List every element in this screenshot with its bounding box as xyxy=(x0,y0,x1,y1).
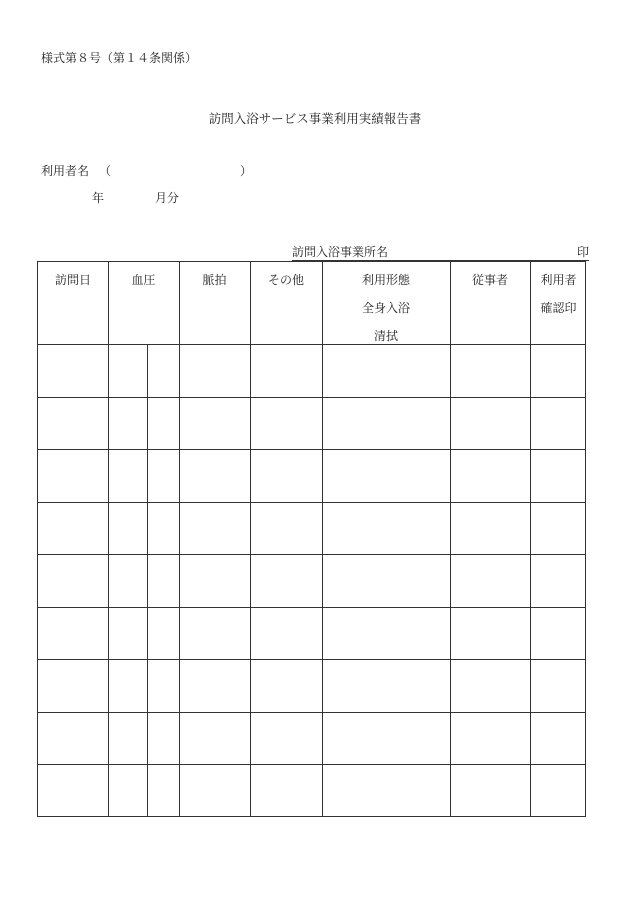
header-other: その他 xyxy=(267,273,304,287)
row-divider xyxy=(38,659,585,660)
row-divider xyxy=(38,502,585,503)
column-divider xyxy=(322,262,323,816)
header-usage-type: 利用形態 xyxy=(361,273,410,287)
row-divider xyxy=(38,554,585,555)
column-divider xyxy=(530,262,531,816)
row-divider xyxy=(38,449,585,450)
office-name-line xyxy=(292,245,589,261)
office-seal-label: 印 xyxy=(576,245,589,259)
header-user-confirm-line2: 確認印 xyxy=(540,301,577,315)
user-name-label: 利用者名 xyxy=(41,164,90,178)
header-visit-date: 訪問日 xyxy=(54,273,91,287)
header-usage-full-bath: 全身入浴 xyxy=(361,301,410,315)
column-divider xyxy=(108,262,109,816)
column-divider xyxy=(179,262,180,816)
month-label: 月分 xyxy=(155,191,180,205)
row-divider xyxy=(38,712,585,713)
header-usage-wipe: 清拭 xyxy=(373,329,398,343)
row-divider xyxy=(38,397,585,398)
column-divider xyxy=(450,262,451,816)
header-staff: 従事者 xyxy=(471,273,508,287)
year-label: 年 xyxy=(92,191,105,205)
row-divider xyxy=(38,764,585,765)
header-blood-pressure: 血圧 xyxy=(131,273,156,287)
usage-record-table xyxy=(37,261,586,817)
office-name-label: 訪問入浴事業所名 xyxy=(292,245,389,259)
user-name-paren-close: ） xyxy=(240,164,253,178)
document-title: 訪問入浴サービス事業利用実績報告書 xyxy=(208,111,422,126)
header-user-confirm-line1: 利用者 xyxy=(540,273,577,287)
column-divider xyxy=(250,262,251,816)
user-name-row xyxy=(41,164,253,178)
blood-pressure-subdivider xyxy=(147,344,148,816)
row-divider xyxy=(38,607,585,608)
user-name-paren-open: （ xyxy=(99,164,112,178)
header-bottom-rule xyxy=(38,344,585,345)
form-number: 様式第８号（第１４条関係） xyxy=(41,51,198,65)
header-pulse: 脈拍 xyxy=(202,273,227,287)
